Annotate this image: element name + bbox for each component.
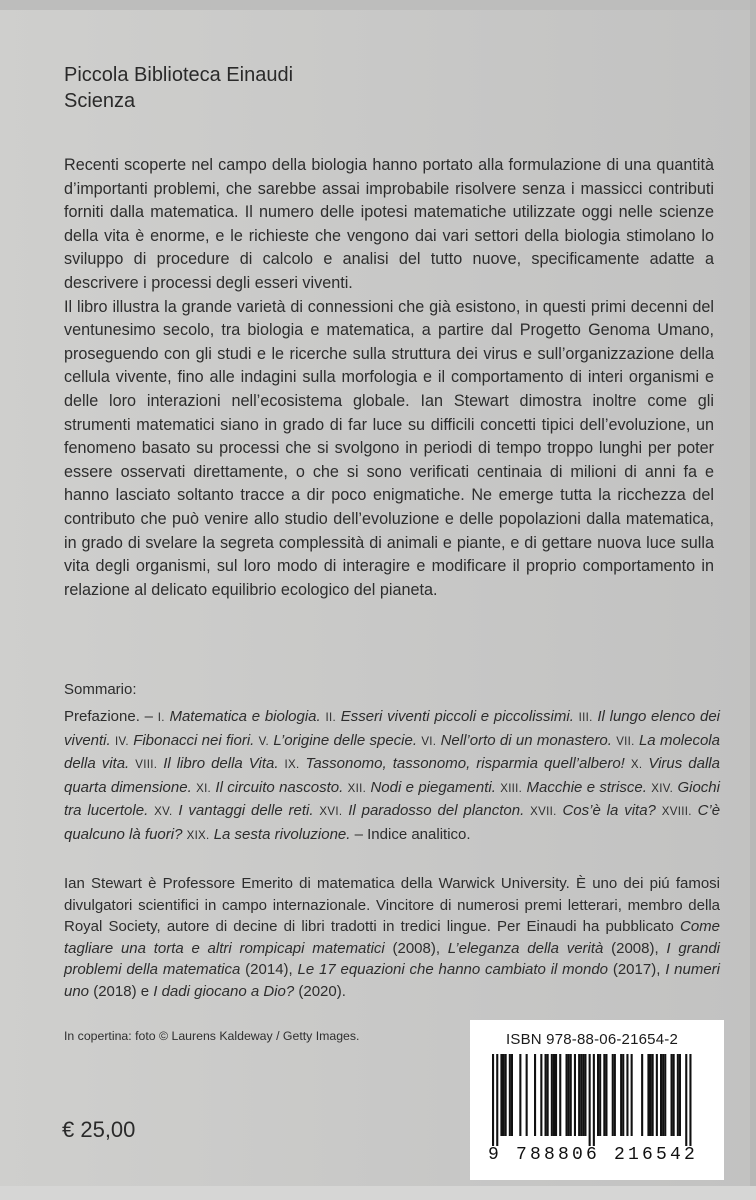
table-of-contents: Prefazione. – I. Matematica e biologia. II. Esseri viventi piccoli e piccolissimi. III. Il lungo elenco dei viventi. IV. Fibonacci nei fiori. V. L’origine delle specie. VI. Nell’orto di un monastero. VII. La molecola della vita. VIII. Il libro della Vita. IX. Tassonomo, tassonomo, risparmia quell’albero! X. Virus dalla quarta dimensione. XI. Il circuito nascosto. XII. Nodi e piegamenti. XIII. Macchie e strisce. XIV. Giochi tra lucertole. XV. I vantaggi delle reti. XVI. Il paradosso del plancton. XVII. Cos’è la vita? XVIII. C’è qualcuno là fuori? XIX. La sesta rivoluzione. – Indice analitico. [64, 708, 721, 843]
author-book-title: L’eleganza della verità [447, 939, 604, 957]
chapter-title: Nell’orto di un monastero. [440, 731, 612, 749]
chapter-number: XIX. [186, 829, 210, 842]
barcode-bar [652, 1054, 654, 1136]
chapter-number: XIV. [651, 782, 674, 795]
barcode-bar [509, 1054, 511, 1136]
barcode-bar [534, 1054, 536, 1136]
barcode-bar [559, 1054, 561, 1136]
barcode-bar [570, 1054, 572, 1136]
chapter-title: Il circuito nascosto. [215, 778, 344, 796]
barcode-bar [578, 1054, 580, 1136]
barcode-bar [664, 1054, 666, 1136]
price: € 25,00 [62, 1117, 136, 1142]
barcode-bar [526, 1054, 528, 1136]
barcode-bar [568, 1054, 570, 1136]
barcode-bar [553, 1054, 555, 1136]
chapter-title: Il libro della Vita. [163, 755, 279, 772]
chapter-number: VI. [421, 735, 437, 748]
barcode-bar [580, 1054, 582, 1136]
barcode-bar [566, 1054, 568, 1136]
chapter-number: III. [578, 712, 593, 724]
barcode-bar [593, 1054, 595, 1146]
barcode-bar [647, 1054, 649, 1136]
chapter-title: Fibonacci nei fiori. [133, 731, 255, 749]
chapter-number: VIII. [135, 759, 158, 771]
barcode-bar [555, 1054, 557, 1136]
barcode-bar [679, 1054, 681, 1136]
chapter-number: XVI. [319, 806, 343, 818]
barcode-bar [603, 1054, 605, 1136]
series-title [64, 62, 293, 114]
barcode-bar [685, 1054, 687, 1146]
barcode-bar [677, 1054, 679, 1136]
chapter-title: Macchie e strisce. [526, 778, 647, 796]
barcode-bar [519, 1054, 521, 1136]
barcode-bar [620, 1054, 622, 1136]
author-book-year: (2020). [298, 982, 346, 1000]
chapter-title: Matematica e biologia. [169, 708, 321, 725]
author-book-year: (2008), [611, 939, 659, 957]
author-book-year: (2017), [612, 961, 661, 978]
summary-title: Sommario: [64, 681, 137, 698]
chapter-number: I. [157, 712, 165, 724]
series-subject: Scienza [64, 90, 136, 112]
barcode-bar [650, 1054, 652, 1136]
barcode-bar [671, 1054, 673, 1136]
barcode-panel [470, 1020, 724, 1180]
chapter-title: Nodi e piegamenti. [370, 778, 496, 796]
chapter-number: XII. [347, 782, 367, 795]
barcode-bar [597, 1054, 599, 1136]
chapter-title: I vantaggi delle reti. [178, 802, 314, 819]
barcode-bar [584, 1054, 586, 1136]
barcode-bar [673, 1054, 675, 1136]
blurb [64, 154, 714, 602]
chapter-number: V. [258, 735, 270, 748]
chapter-number: XI. [196, 782, 212, 795]
chapter-title: Cos’è la vita? [562, 802, 656, 819]
barcode [492, 1054, 704, 1146]
chapter-number: XVIII. [661, 806, 692, 818]
chapter-number: XIII. [500, 782, 523, 795]
barcode-bar [689, 1054, 691, 1146]
blurb-paragraph-2: Il libro illustra la grande varietà di connessioni che già esistono, in questi primi decenni del ventunesimo secolo, tra biologia e matematica, a partire dal Progetto Genoma Umano, proseguendo con gli studi e le ricerche sulla struttura dei virus e sull’organizzazione della cellula vivente, fino alle indagini sulla morfologia e il comportamento di interi organismi e delle loro interazioni nell’ecosistema globale. Ian Stewart dimostra inoltre come gli strumenti matematici siano in grado di far luce su difficili concetti tipici dell’evoluzione, un fenomeno basato su processi che si svolgono in periodi di tempo troppo lunghi per poter essere osservati direttamente, o che si sono verificati centinaia di milioni di anni fa e hanno lasciato soltanto tracce a dir poco enigmatiche. Ne emerge tutta la ricchezza del contributo che può venire allo studio dell’evoluzione e delle popolazioni dalla matematica, in grado di svelare la segreta complessità di animali e piante, e di gettare nuova luce sulla vita degli organismi, sul loro modo di interagire e modificare il proprio comportamento in relazione al delicato equilibrio ecologico del pianeta. [64, 297, 714, 599]
author-book-title: I grandi problemi della matematica [64, 939, 721, 978]
chapter-number: II. [325, 712, 336, 724]
barcode-bar [500, 1054, 502, 1136]
author-book-title: I dadi giocano a Dio? [153, 982, 295, 1000]
barcode-bar [599, 1054, 601, 1136]
chapter-number: IX. [284, 759, 300, 771]
barcode-bar [505, 1054, 507, 1136]
barcode-bar [511, 1054, 513, 1136]
chapter-title: Il lungo elenco dei viventi. [64, 708, 721, 749]
barcode-bar [545, 1054, 547, 1136]
series-name: Piccola Biblioteca Einaudi [64, 64, 294, 86]
chapter-title: La molecola della vita. [64, 731, 720, 772]
isbn-label: ISBN 978-88-06-21654-2 [506, 1031, 679, 1048]
chapter-title: Giochi tra lucertole. [64, 778, 720, 819]
barcode-bar [492, 1054, 494, 1146]
barcode-bar [582, 1054, 584, 1136]
author-book-title: Come tagliare una torta e altri rompicapi matematici [64, 918, 720, 957]
chapter-title: Virus dalla quarta dimensione. [64, 755, 720, 796]
chapter-title: Il paradosso del plancton. [348, 802, 525, 819]
chapter-number: XVII. [530, 806, 557, 818]
barcode-bar [612, 1054, 614, 1136]
barcode-bar [641, 1054, 643, 1136]
chapter-title: L’origine delle specie. [273, 731, 418, 749]
blurb-paragraph-1: Recenti scoperte nel campo della biologia hanno portato alla formulazione di una quantità d’importanti problemi, che sarebbe assai improbabile risolvere senza i massicci contributi forniti dalla matematica. Il numero delle ipotesi matematiche utilizzate oggi nelle scienze della vita è enorme, e le richieste che vengono dai vari settori della biologia stimolano lo sviluppo di procedure di calcolo e analisi del tutto nuove, specificamente adatte a descrivere i processi degli esseri viventi. [64, 156, 714, 292]
summary-index: Indice analitico. [367, 825, 471, 843]
chapter-title: Tassonomo, tassonomo, risparmia quell’albero! [305, 755, 625, 772]
barcode-bar [626, 1054, 628, 1136]
barcode-bar [503, 1054, 505, 1136]
barcode-bar [656, 1054, 658, 1136]
barcode-bar [662, 1054, 664, 1136]
chapter-title: C’è qualcuno là fuori? [64, 802, 721, 843]
author-intro: Ian Stewart è Professore Emerito di matematica della Warwick University. È uno dei piú famosi divulgatori scientifici in campo internazionale. Vincitore di numerosi premi letterari, membro della Royal Society, autore di decine di libri tradotti in tredici lingue. Per Einaudi ha pubblicato [64, 875, 720, 935]
barcode-bar [605, 1054, 607, 1136]
chapter-number: XV. [154, 806, 173, 818]
barcode-bar [496, 1054, 498, 1146]
barcode-bar [547, 1054, 549, 1136]
author-book-year: (2008), [392, 939, 441, 957]
barcode-bar [631, 1054, 633, 1136]
author-book-year: (2018) e [93, 982, 150, 1000]
cover-top-edge [0, 0, 756, 10]
chapter-title: Esseri viventi piccoli e piccolissimi. [340, 708, 574, 725]
author-book-year: (2014), [245, 961, 293, 978]
chapter-title: La sesta rivoluzione. [213, 825, 351, 843]
barcode-bar [589, 1054, 591, 1146]
barcode-bar [551, 1054, 553, 1136]
summary-preface: Prefazione. [64, 708, 140, 725]
chapter-number: X. [630, 759, 643, 771]
chapter-number: IV. [114, 735, 129, 748]
chapter-number: VII. [616, 735, 635, 748]
ean-number: 9 788806 216542 [488, 1145, 699, 1165]
barcode-bar [660, 1054, 662, 1136]
author-bio [64, 873, 720, 1002]
cover-photo-credit: In copertina: foto © Laurens Kaldeway / Getty Images. [64, 1029, 360, 1043]
barcode-bar [540, 1054, 542, 1136]
author-book-title: Le 17 equazioni che hanno cambiato il mondo [297, 961, 609, 978]
author-book-title: I numeri uno [64, 961, 721, 1000]
barcode-bar [622, 1054, 624, 1136]
cover-right-edge [750, 0, 756, 1200]
cover-bottom-edge [0, 1186, 756, 1200]
barcode-bar [614, 1054, 616, 1136]
barcode-bar [574, 1054, 576, 1136]
